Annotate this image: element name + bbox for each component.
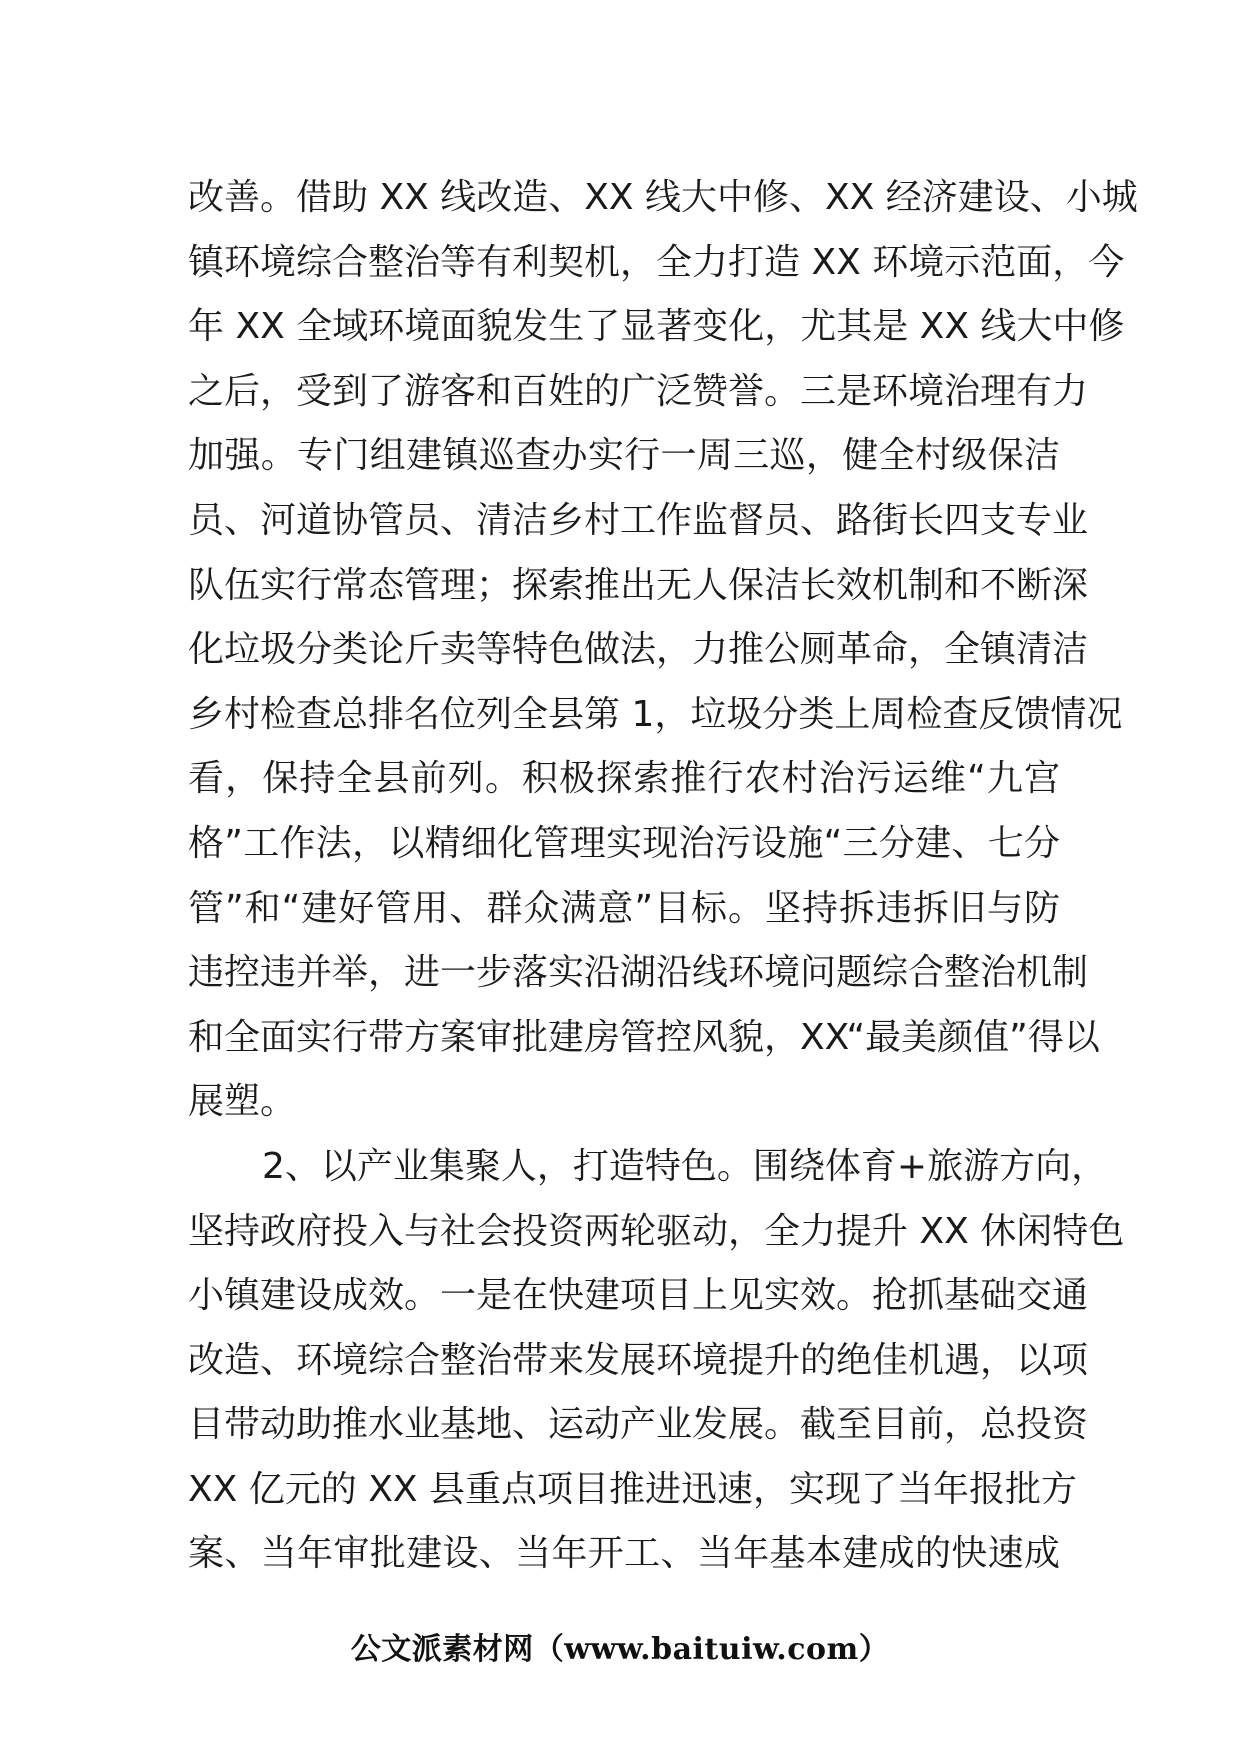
- text-line: 员、河道协管员、清洁乡村工作监督员、路街长四支专业: [188, 499, 1089, 541]
- text-line: 乡村检查总排名位列全县第 1，垃圾分类上周检查反馈情况: [188, 693, 1123, 735]
- text-line: 管”和“建好管用、群众满意”目标。坚持拆违拆旧与防: [188, 887, 1060, 929]
- text-line: 改造、环境综合整治带来发展环境提升的绝佳机遇，以项: [188, 1339, 1089, 1381]
- text-line: 格”工作法，以精细化管理实现治污设施“三分建、七分: [188, 822, 1060, 864]
- text-line: 队伍实行常态管理；探索推出无人保洁长效机制和不断深: [188, 564, 1089, 606]
- text-line: XX 亿元的 XX 县重点项目推进迅速，实现了当年报批方: [188, 1468, 1077, 1510]
- document-body: [188, 166, 1138, 1587]
- paragraph-start-line: 2、以产业集聚人，打造特色。围绕体育+旅游方向，: [262, 1145, 1108, 1187]
- text-line: 改善。借助 XX 线改造、XX 线大中修、XX 经济建设、小城: [188, 177, 1138, 218]
- text-line: 之后，受到了游客和百姓的广泛赞誉。三是环境治理有力: [188, 370, 1089, 412]
- text-line: 化垃圾分类论斤卖等特色做法，力推公厕革命，全镇清洁: [188, 629, 1089, 671]
- text-line: 和全面实行带方案审批建房管控风貌，XX“最美颜值”得以: [188, 1016, 1100, 1058]
- text-line: 看，保持全县前列。积极探索推行农村治污运维“九宫: [188, 758, 1060, 800]
- text-line: 案、当年审批建设、当年开工、当年基本建成的快速成: [188, 1533, 1060, 1575]
- paragraph-end-line: 展塑。: [188, 1081, 297, 1123]
- text-line: 违控违并举，进一步落实沿湖沿线环境问题综合整治机制: [188, 952, 1089, 994]
- text-line: 目带动助推水业基地、运动产业发展。截至目前，总投资: [188, 1404, 1089, 1446]
- text-line: 加强。专门组建镇巡查办实行一周三巡，健全村级保洁: [188, 435, 1060, 477]
- text-line: 坚持政府投入与社会投资两轮驱动，全力提升 XX 休闲特色: [188, 1210, 1125, 1252]
- footer-watermark: 公文派素材网（www.baituiw.com）: [350, 1632, 890, 1667]
- text-line: 年 XX 全域环境面貌发生了显著变化，尤其是 XX 线大中修: [188, 306, 1125, 348]
- text-line: 小镇建设成效。一是在快建项目上见实效。抢抓基础交通: [188, 1275, 1089, 1317]
- text-line: 镇环境综合整治等有利契机，全力打造 XX 环境示范面，今: [188, 241, 1125, 283]
